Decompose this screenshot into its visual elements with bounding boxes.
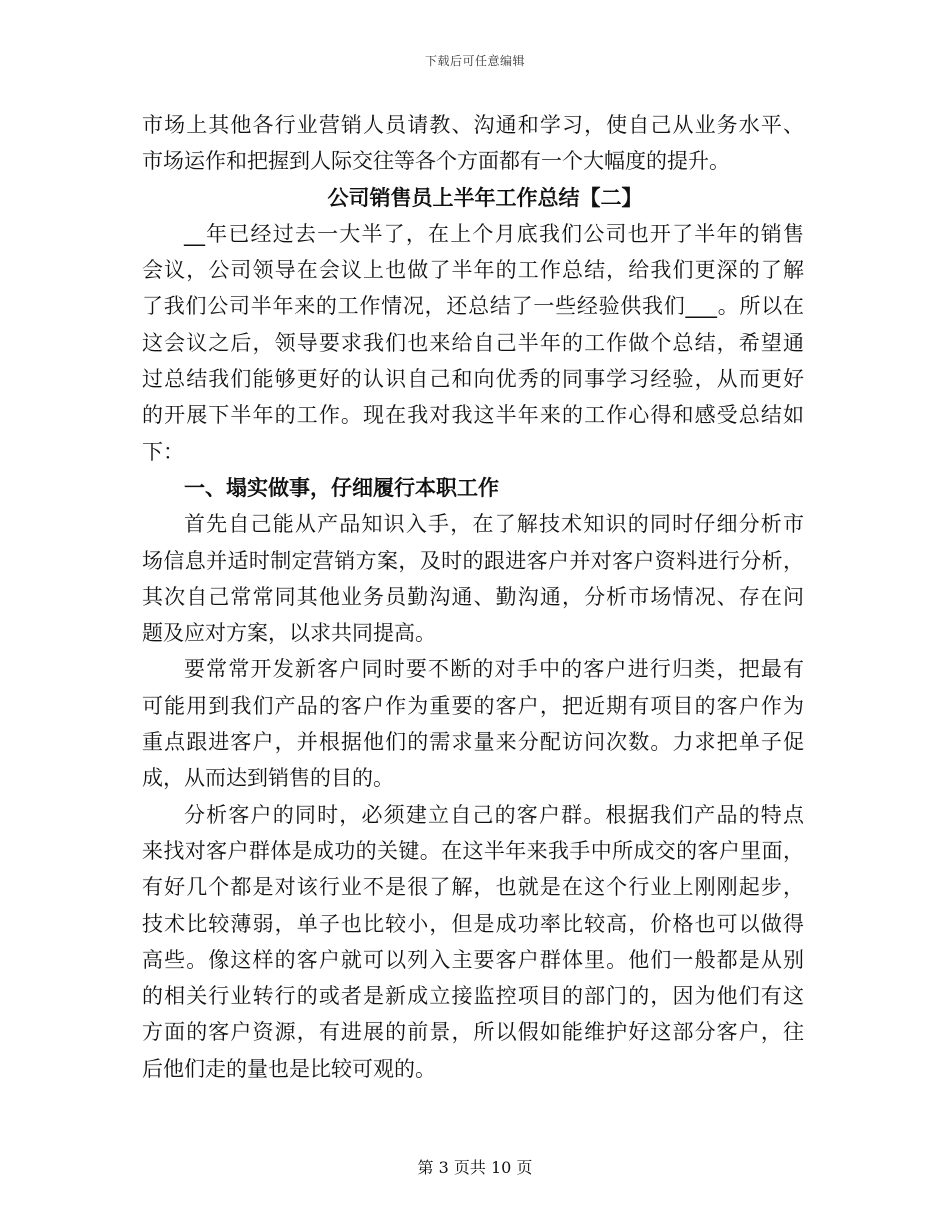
body-line: 过总结我们能够更好的认识自己和向优秀的同事学习经验，从而更好 (142, 367, 804, 392)
body-line: 可能用到我们产品的客户作为重要的客户，把近期有项目的客户作为 (142, 693, 804, 718)
body-line: 的开展下半年的工作。现在我对我这半年来的工作心得和感受总结如 (142, 403, 804, 428)
body-line: 下： (142, 439, 184, 464)
body-line: 会议，公司领导在会议上也做了半年的工作总结，给我们更深的了解 (142, 258, 804, 283)
document-body (142, 107, 804, 1087)
body-line: 方面的客户资源，有进展的前景，所以假如能维护好这部分客户，往 (142, 1020, 804, 1045)
body-line: 题及应对方案，以求共同提高。 (142, 621, 436, 646)
body-line: 成，从而达到销售的目的。 (142, 766, 394, 791)
paragraph-first-line: __年已经过去一大半了，在上个月底我们公司也开了半年的销售 (184, 221, 804, 246)
body-line: 重点跟进客户，并根据他们的需求量来分配访问次数。力求把单子促 (142, 730, 804, 755)
body-line: 后他们走的量也是比较可观的。 (142, 1056, 436, 1081)
section-title: 公司销售员上半年工作总结【二】 (327, 185, 643, 210)
body-line: 了我们公司半年来的工作情况，还总结了一些经验供我们___。所以在 (142, 294, 804, 319)
body-line: 其次自己常常同其他业务员勤沟通、勤沟通，分析市场情况、存在问 (142, 584, 804, 609)
paragraph-first-line: 首先自己能从产品知识入手，在了解技术知识的同时仔细分析市 (184, 512, 804, 537)
body-line: 场信息并适时制定营销方案，及时的跟进客户并对客户资料进行分析， (142, 548, 804, 573)
body-line: 来找对客户群体是成功的关键。在这半年来我手中所成交的客户里面， (142, 838, 804, 863)
body-line: 这会议之后，领导要求我们也来给自己半年的工作做个总结，希望通 (142, 330, 804, 355)
page-number-footer: 第 3 页共 10 页 (417, 1158, 533, 1177)
subsection-heading: 一、塌实做事，仔细履行本职工作 (184, 475, 499, 500)
body-line: 有好几个都是对该行业不是很了解，也就是在这个行业上刚刚起步， (142, 875, 804, 900)
body-line: 市场运作和把握到人际交往等各个方面都有一个大幅度的提升。 (142, 149, 730, 174)
body-line: 技术比较薄弱，单子也比较小，但是成功率比较高，价格也可以做得 (142, 911, 804, 936)
body-line: 的相关行业转行的或者是新成立接监控项目的部门的，因为他们有这 (142, 984, 804, 1009)
page-header: 下载后可任意编辑 (424, 54, 525, 68)
body-line: 高些。像这样的客户就可以列入主要客户群体里。他们一般都是从别 (142, 947, 804, 972)
body-line: 市场上其他各行业营销人员请教、沟通和学习，使自己从业务水平、 (142, 113, 804, 137)
paragraph-first-line: 分析客户的同时，必须建立自己的客户群。根据我们产品的特点 (184, 802, 804, 827)
paragraph-first-line: 要常常开发新客户同时要不断的对手中的客户进行归类，把最有 (184, 657, 804, 682)
